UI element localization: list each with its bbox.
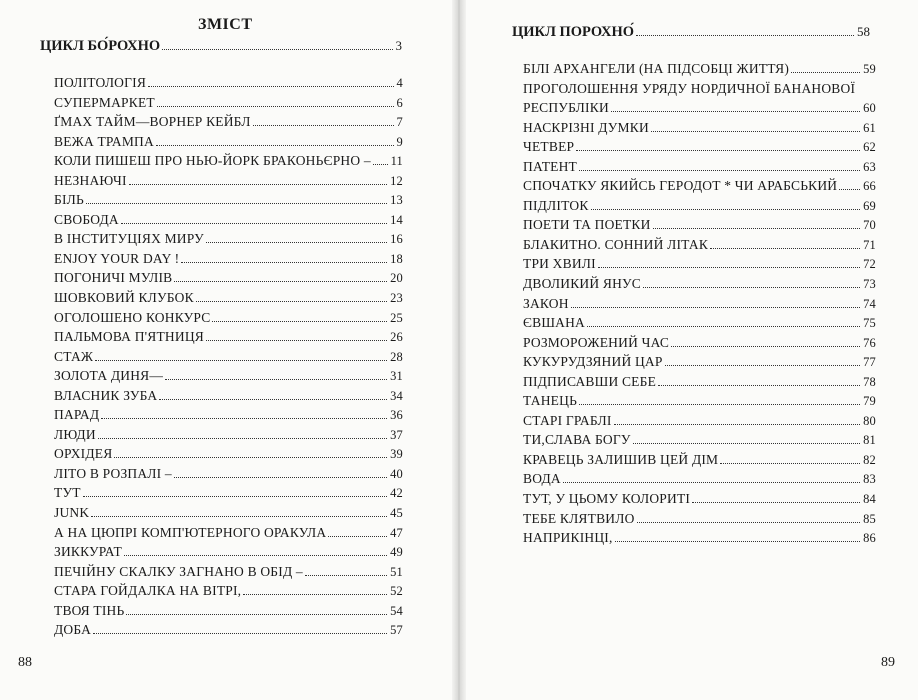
toc-entry — [523, 59, 876, 79]
dot-leader — [181, 262, 387, 263]
toc-entry-page-number: 20 — [390, 271, 403, 286]
dot-leader — [101, 418, 387, 419]
toc-entry-page-number: 34 — [390, 388, 403, 403]
toc-entry-page-number: 74 — [863, 296, 876, 311]
toc-entry — [523, 176, 876, 196]
toc-entry-title: ТЕБЕ КЛЯТВИЛО — [523, 510, 635, 526]
toc-entry-page-number: 80 — [863, 413, 876, 428]
toc-entry-page-number: 83 — [863, 472, 876, 487]
dot-leader — [126, 614, 387, 615]
dot-leader — [579, 170, 860, 171]
toc-entry-title: ВЛАСНИК ЗУБА — [54, 387, 158, 403]
dot-leader — [791, 72, 860, 73]
dot-leader — [563, 482, 860, 483]
toc-entry — [54, 366, 403, 386]
toc-entry — [54, 249, 403, 269]
toc-entry-title: РЕСПУБЛІКИ — [523, 100, 609, 116]
toc-entry-title: JUNK — [54, 505, 90, 521]
dot-leader — [571, 307, 860, 308]
dot-leader — [95, 360, 387, 361]
cycle-entry-porokhno — [512, 24, 870, 41]
toc-entry — [54, 620, 403, 640]
toc-entry-page-number: 51 — [390, 564, 403, 579]
toc-entry — [523, 313, 876, 333]
toc-entry-title: ПАТЕНТ — [523, 158, 578, 174]
toc-entry-page-number: 79 — [863, 394, 876, 409]
dot-leader — [253, 125, 394, 126]
dot-leader — [206, 242, 387, 243]
toc-entry-page-number: 42 — [390, 486, 403, 501]
dot-leader — [159, 399, 387, 400]
toc-entry-page-number: 66 — [863, 179, 876, 194]
toc-entry — [54, 288, 403, 308]
cycle-page-number: 3 — [395, 38, 402, 53]
dot-leader — [114, 457, 387, 458]
dot-leader — [305, 575, 387, 576]
toc-entry-title: ПАРАД — [54, 407, 100, 423]
toc-entry-title: ҐМАХ ТАЙМ—ВОРНЕР КЕЙБЛ — [54, 114, 251, 130]
toc-entry-page-number: 28 — [390, 349, 403, 364]
toc-entry-title: СВОБОДА — [54, 211, 119, 227]
cycle-page-number: 58 — [857, 24, 870, 39]
toc-entry-title: ЛЮДИ — [54, 426, 96, 442]
toc-entry-title: ПІДПИСАВШИ СЕБЕ — [523, 373, 657, 389]
toc-entry-page-number: 36 — [390, 408, 403, 423]
toc-entry-title: ЗАКОН — [523, 295, 569, 311]
dot-leader — [98, 438, 387, 439]
dot-leader — [93, 633, 387, 634]
toc-entry — [523, 79, 876, 99]
dot-leader — [643, 287, 860, 288]
cycle-entry-borokhno — [40, 38, 402, 55]
dot-leader — [658, 385, 860, 386]
dot-leader — [162, 49, 392, 50]
toc-entry — [54, 542, 403, 562]
toc-entry-title: ШОВКОВИЙ КЛУБОК — [54, 290, 194, 306]
toc-entry — [523, 489, 876, 509]
dot-leader — [692, 502, 860, 503]
toc-entry-title: КРАВЕЦЬ ЗАЛИШИВ ЦЕЙ ДІМ — [523, 451, 719, 467]
dot-leader — [720, 463, 860, 464]
dot-leader — [710, 248, 860, 249]
toc-entry-page-number: 54 — [390, 603, 403, 618]
toc-entry-title: ДОБА — [54, 622, 92, 638]
toc-entry-title: ЄВШАНА — [523, 315, 585, 331]
toc-entry — [54, 171, 403, 191]
toc-entry-title: СПОЧАТКУ ЯКИЙСЬ ГЕРОДОТ * ЧИ АРАБСЬКИЙ — [523, 178, 838, 194]
toc-entry-title: ПОЛІТОЛОГІЯ — [54, 75, 147, 90]
toc-entry-title: КОЛИ ПИШЕШ ПРО НЬЮ-ЙОРК БРАКОНЬЄРНО – — [54, 153, 371, 169]
toc-entry-title: ТАНЕЦЬ — [523, 393, 578, 409]
toc-entry — [54, 151, 403, 171]
toc-entry — [54, 581, 403, 601]
toc-entry-page-number: 11 — [390, 154, 403, 169]
toc-entry-page-number: 4 — [396, 76, 403, 90]
toc-entry-title: ТУТ, У ЦЬОМУ КОЛОРИТІ — [523, 491, 691, 507]
toc-entry-page-number: 16 — [390, 232, 403, 247]
toc-entry-title: СТАРА ГОЙДАЛКА НА ВІТРІ, — [54, 583, 242, 599]
dot-leader — [156, 145, 394, 146]
dot-leader — [598, 267, 860, 268]
toc-entry-page-number: 72 — [863, 257, 876, 272]
dot-leader — [165, 379, 387, 380]
toc-entry-title: ТВОЯ ТІНЬ — [54, 602, 125, 618]
toc-entry-title: ТРИ ХВИЛІ — [523, 256, 596, 272]
toc-entry-page-number: 14 — [390, 212, 403, 227]
toc-entry-page-number: 78 — [863, 374, 876, 389]
toc-entry-page-number: 7 — [396, 115, 403, 130]
toc-entry — [54, 229, 403, 249]
dot-leader — [651, 131, 860, 132]
toc-entry-title: ПІДЛІТОК — [523, 197, 589, 213]
toc-entry-title: ОРХІДЕЯ — [54, 446, 113, 462]
toc-entry-title: СУПЕРМАРКЕТ — [54, 94, 155, 110]
toc-entry — [523, 137, 876, 157]
toc-entry — [523, 450, 876, 470]
toc-entry-page-number: 6 — [396, 95, 403, 110]
dot-leader — [174, 477, 387, 478]
toc-entry-page-number: 12 — [390, 173, 403, 188]
toc-entry-page-number: 70 — [863, 218, 876, 233]
toc-entry-page-number: 26 — [390, 330, 403, 345]
toc-entry-title: В ІНСТИТУЦІЯХ МИРУ — [54, 231, 204, 247]
toc-entry — [54, 601, 403, 621]
toc-entry-title: ПРОГОЛОШЕННЯ УРЯДУ НОРДИЧНОЇ БАНАНОВОЇ — [523, 80, 856, 96]
toc-entry-page-number: 47 — [390, 525, 403, 540]
toc-entry — [523, 352, 876, 372]
dot-leader — [174, 281, 387, 282]
toc-entry-page-number: 40 — [390, 466, 403, 481]
dot-leader — [196, 301, 387, 302]
toc-entry-title: НАСКРІЗНІ ДУМКИ — [523, 119, 649, 135]
toc-entry-page-number: 71 — [863, 237, 876, 252]
toc-entry-page-number: 77 — [863, 355, 876, 370]
toc-entry-page-number: 25 — [390, 310, 403, 325]
toc-entry — [523, 118, 876, 138]
toc-entry-title: БЛАКИТНО. СОННИЙ ЛІТАК — [523, 236, 709, 252]
toc-entry — [523, 333, 876, 353]
toc-entry — [54, 562, 403, 582]
dot-leader — [591, 209, 861, 210]
toc-entry-title: ПЕЧІЙНУ СКАЛКУ ЗАГНАНО В ОБІД – — [54, 563, 303, 579]
toc-entry-page-number: 23 — [390, 291, 403, 306]
toc-entry — [523, 98, 876, 118]
toc-entry-title: ВЕЖА ТРАМПА — [54, 133, 154, 149]
toc-entry-title: А НА ЦЮПРІ КОМП'ЮТЕРНОГО ОРАКУЛА — [54, 524, 327, 540]
toc-entry-title: ПОЕТИ ТА ПОЕТКИ — [523, 217, 651, 233]
cycle-title: ЦИКЛ БО́РОХНО — [40, 38, 161, 54]
toc-entry-title: ТУТ — [54, 485, 81, 501]
toc-entry — [54, 444, 403, 464]
dot-leader — [148, 86, 394, 87]
toc-entry — [54, 347, 403, 367]
dot-leader — [615, 541, 861, 542]
dot-leader — [243, 594, 387, 595]
dot-leader — [212, 321, 387, 322]
toc-entry-page-number: 18 — [390, 251, 403, 266]
toc-entry-page-number: 9 — [396, 134, 403, 149]
toc-entry-title: ОГОЛОШЕНО КОНКУРС — [54, 309, 211, 325]
toc-entry — [54, 73, 403, 93]
toc-entry-title: БІЛЬ — [54, 192, 84, 208]
toc-entry — [54, 405, 403, 425]
toc-entry-title: ЧЕТВЕР — [523, 139, 575, 155]
toc-entry-page-number: 76 — [863, 335, 876, 350]
dot-leader — [637, 522, 861, 523]
toc-entry-page-number: 49 — [390, 545, 403, 560]
toc-entry-page-number: 45 — [390, 506, 403, 521]
dot-leader — [124, 555, 387, 556]
book-gutter — [452, 0, 466, 700]
toc-entry-title: ДВОЛИКИЙ ЯНУС — [523, 276, 641, 292]
toc-entry — [54, 112, 403, 132]
dot-leader — [633, 443, 860, 444]
toc-entry — [54, 93, 403, 113]
toc-entry — [523, 235, 876, 255]
toc-entry-title: ЗИККУРАТ — [54, 544, 122, 560]
dot-leader — [91, 516, 387, 517]
left-page — [0, 0, 458, 700]
toc-entry-title: НЕЗНАЮЧІ — [54, 172, 127, 188]
toc-entry-page-number: 61 — [863, 120, 876, 135]
toc-entry-title: ПОГОНИЧІ МУЛІВ — [54, 270, 173, 286]
toc-entry-page-number: 81 — [863, 433, 876, 448]
toc-entry-page-number: 39 — [390, 447, 403, 462]
dot-leader — [579, 404, 860, 405]
toc-entry-title: КУКУРУДЗЯНИЙ ЦАР — [523, 354, 663, 370]
toc-entry-page-number: 37 — [390, 427, 403, 442]
toc-entry — [523, 469, 876, 489]
toc-entry — [54, 327, 403, 347]
dot-leader — [83, 496, 387, 497]
toc-entry-page-number: 59 — [863, 62, 876, 76]
toc-entry-page-number: 62 — [863, 140, 876, 155]
toc-entry — [54, 464, 403, 484]
toc-entry-page-number: 82 — [863, 452, 876, 467]
toc-entry-page-number: 13 — [390, 193, 403, 208]
dot-leader — [373, 164, 388, 165]
toc-entry-title: СТАЖ — [54, 348, 94, 364]
dot-leader — [636, 35, 854, 36]
toc-entry — [54, 308, 403, 328]
toc-entry — [523, 528, 876, 548]
dot-leader — [206, 340, 387, 341]
toc-entry-title: ENJOY YOUR DAY ! — [54, 250, 180, 266]
cycle-title: ЦИКЛ ПОРОХНО́ — [512, 24, 635, 40]
toc-entry — [54, 483, 403, 503]
toc-entry-title: ЛІТО В РОЗПАЛІ – — [54, 465, 172, 481]
dot-leader — [671, 346, 860, 347]
toc-entry-page-number: 60 — [863, 101, 876, 116]
toc-entry-page-number: 57 — [390, 623, 403, 638]
dot-leader — [86, 203, 387, 204]
toc-entry-title: СТАРІ ГРАБЛІ — [523, 412, 612, 428]
toc-entry — [523, 254, 876, 274]
toc-entry — [54, 268, 403, 288]
toc-entry — [523, 430, 876, 450]
dot-leader — [157, 106, 394, 107]
toc-entry-title: ЗОЛОТА ДИНЯ— — [54, 368, 164, 384]
toc-entry — [523, 157, 876, 177]
toc-entry — [54, 503, 403, 523]
dot-leader — [129, 184, 387, 185]
toc-entry-page-number: 69 — [863, 198, 876, 213]
toc-entry — [523, 372, 876, 392]
toc-entry-page-number: 84 — [863, 492, 876, 507]
toc-entry — [523, 196, 876, 216]
toc-entry — [523, 294, 876, 314]
dot-leader — [611, 111, 860, 112]
dot-leader — [614, 424, 861, 425]
toc-entry-title: ТИ,СЛАВА БОГУ — [523, 432, 631, 448]
toc-entry-page-number: 86 — [863, 531, 876, 546]
toc-entry-page-number: 52 — [390, 584, 403, 599]
dot-leader — [328, 536, 387, 537]
toc-entry-title: ПАЛЬМОВА П'ЯТНИЦЯ — [54, 329, 204, 345]
toc-entry — [54, 386, 403, 406]
dot-leader — [576, 150, 860, 151]
dot-leader — [121, 223, 387, 224]
toc-entry-page-number: 73 — [863, 277, 876, 292]
page-number-right: 89 — [881, 655, 895, 670]
toc-heading: ЗМІСТ — [198, 16, 253, 33]
toc-entry-page-number: 85 — [863, 511, 876, 526]
toc-entry — [54, 190, 403, 210]
left-toc-list — [54, 73, 403, 640]
toc-entry — [54, 132, 403, 152]
dot-leader — [653, 228, 861, 229]
toc-entry-title: ВОДА — [523, 471, 561, 487]
toc-entry — [523, 391, 876, 411]
toc-entry-page-number: 75 — [863, 316, 876, 331]
toc-entry-page-number: 63 — [863, 159, 876, 174]
toc-entry-title: БІЛІ АРХАНГЕЛИ (НА ПІДСОБЦІ ЖИТТЯ) — [523, 61, 790, 76]
toc-entry — [54, 210, 403, 230]
dot-leader — [587, 326, 860, 327]
toc-entry — [523, 274, 876, 294]
toc-entry-title: НАПРИКІНЦІ, — [523, 530, 613, 546]
page-number-left: 88 — [18, 655, 32, 670]
toc-entry — [54, 425, 403, 445]
dot-leader — [839, 189, 860, 190]
toc-entry-page-number: 31 — [390, 369, 403, 384]
toc-entry-title: РОЗМОРОЖЕНИЙ ЧАС — [523, 334, 670, 350]
toc-entry — [523, 215, 876, 235]
right-toc-list — [523, 59, 876, 548]
toc-entry — [523, 509, 876, 529]
toc-entry — [523, 411, 876, 431]
toc-entry — [54, 523, 403, 543]
dot-leader — [665, 365, 861, 366]
